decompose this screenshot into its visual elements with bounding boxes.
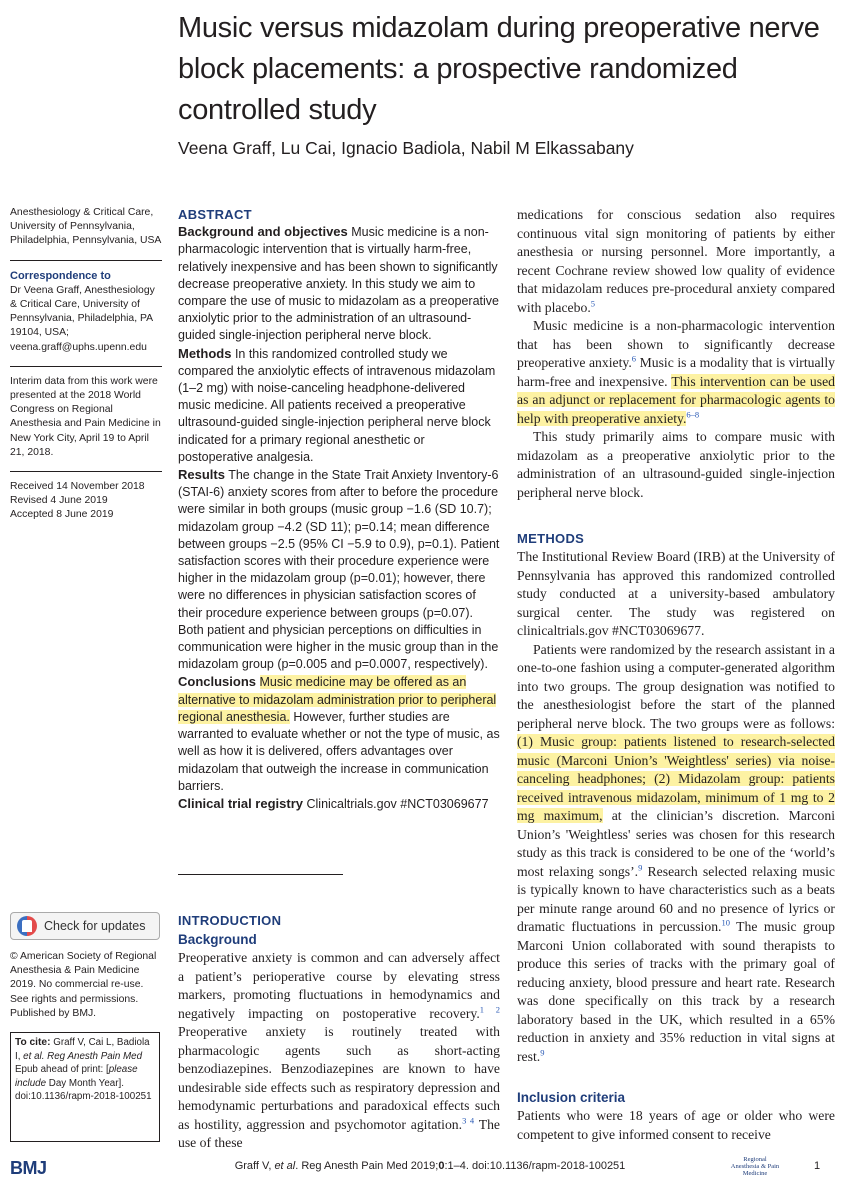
ref-link[interactable]: 6–8 (686, 408, 700, 419)
ref-link[interactable]: 5 (590, 297, 595, 308)
randomization-paragraph: Patients were randomized by the research assistant in a one-to-one fashion using a computer-generated algorithm into two groups. The group designation was notified to the anesthesiologist before the start of the planned peripheral nerve block. The two groups were as follows: (1) Music group: patients listened to research-selected music (Marconi Union’s 'Weightless' series) via noise-canceling headphones; (2) Midazolam group: patients received intravenous midazolam, minimum of 1 mg to 2 mg maximum, at the clinician’s discretion. Marconi Union’s 'Weightless' series was chosen for this research study as this track is considered to be one of the ‘world’s most relaxing songs’.$^9$ Research selected relaxing music is typically known to have characteristics such as a beats per minute range around 60 and no presence of lyrics or dramatic fluctuations in percussion.$^{10}$ The music group Marconi Union collaborated with sound therapists to produce this series of tracks with the primary goal of reducing anxiety, blood pressure and heart rate. Research was done specifically on this track by a research laboratory based in the UK, which resulted in a 65% reduction in anxiety and 35% reduction in vital signs at rest.$^9$ (517, 641, 835, 1064)
cite-journal: Reg Anesth Pain Med (44, 1050, 143, 1062)
intro-continuation: medications for conscious sedation also requires continuous vital sign monitoring of patients by either anesthesia or nursing personnel. More importantly, a recent Cochrane review showed low quality of evidence that midazolam reduces pre-procedural anxiety compared with placebo.$^5$ (517, 207, 835, 315)
article-sidebar (10, 206, 162, 523)
results-label: Results (178, 467, 225, 483)
affiliation: Anesthesiology & Critical Care, University of Pennsylvania, Philadelphia, Pennsylvania, USA (10, 207, 162, 247)
cite-heading: To cite: (15, 1037, 51, 1048)
inclusion-text: Patients who were 18 years of age or older who were competent to give informed consent to receive (517, 1108, 835, 1142)
introduction-heading: INTRODUCTION (178, 913, 282, 928)
irb-paragraph: The Institutional Review Board (IRB) at the University of Pennsylvania has approved this randomized controlled study conducted at a university-based ambulatory surgical center. The study was registered on clinicaltrials.gov #NCT03069677. (517, 549, 835, 638)
copyright-notice: © American Society of Regional Anesthesia & Pain Medicine 2019. No commercial re-use. See rights and permissions. Published by BMJ. (10, 951, 157, 1019)
ref-link[interactable]: 1 2 (479, 1003, 501, 1014)
sidebar-divider (10, 366, 162, 367)
conclusions-label: Conclusions (178, 674, 257, 690)
sidebar-divider (10, 471, 162, 472)
registry-label: Clinical trial registry (178, 795, 303, 811)
check-for-updates-button[interactable] (10, 912, 160, 940)
intro-paragraph: Preoperative anxiety is common and can adversely affect a patient’s perioperative course by elevating stress markers, promoting fluctuations in hemodynamics and negatively impacting on postoperative recovery.$^{1 2}$ Preoperative anxiety is routinely treated with pharmacologic agents such as short-acting benzodiazepines. Benzodiazepines are known to have undesirable side effects such as respiratory depression and hemodynamic perturbations and paradoxical effects such as hostility, aggression and psychomotor agitation.$^{3 4}$ The use of these (178, 950, 501, 1150)
received-date: Received 14 November 2018 (10, 481, 145, 493)
citation-box (10, 1032, 160, 1142)
check-for-updates-label: Check for updates (44, 919, 146, 933)
abstract-heading: ABSTRACT (178, 207, 252, 222)
footer-citation: Graff V, et al. Reg Anesth Pain Med 2019;0:1–4. doi:10.1136/rapm-2018-100251 (234, 1160, 626, 1172)
ref-link[interactable]: 3 4 (462, 1114, 475, 1125)
bmj-logo: BMJ (10, 1158, 47, 1178)
cite-etal: et al. (23, 1050, 45, 1062)
paper-title: Music versus midazolam during preoperative nerve block placements: a prospective randomized controlled study (178, 12, 820, 126)
methods-text: In this randomized controlled study we compared the anxiolytic effects of intravenous midazolam (1–2 mg) with noise-canceling headphone-delivered music medicine. All patients received a preoperative ultrasound-guided single-injection peripheral nerve block indicated for a primary regional anesthetic or postoperative analgesia. (178, 346, 496, 464)
music-paragraph: Music medicine is a non-pharmacologic intervention that has been shown to significantly decrease preoperative anxiety.$^6$ Music is a modality that is virtually harm-free and inexpensive. This intervention can be used as an adjunct or replacement for pharmacologic agents to help with preoperative anxiety.$^{6-8}$ (517, 318, 836, 426)
cite-doi: Day Month Year]. doi:10.1136/rapm-2018-100251 (15, 1077, 152, 1103)
abstract (178, 206, 500, 813)
results-text: The change in the State Trait Anxiety Inventory-6 (STAI-6) anxiety scores from after to before the procedure were similar in both groups (music group −1.6 (SD 10.7); midazolam group −4.2 (SD 11); p=0.14; mean difference between groups −2.5 (95% CI −5.9 to 0.9), p=0.1). Patient satisfaction scores with their procedure experience were higher in the midazolam group (p=0.01); however, there were no differences in physician satisfaction scores of their procedure experience between groups (p=0.07). Both patient and physician perceptions on difficulties in communication were higher in the music group than in the midazolam group (p=0.005 and p=0.0007, respectively). (178, 468, 500, 672)
aim-paragraph: This study primarily aims to compare music with midazolam as a preoperative anxiolytic prior to the administration of an ultrasound-guided single-injection peripheral nerve block. (517, 429, 835, 500)
right-column (517, 206, 835, 1144)
background-text: Music medicine is a non-pharmacologic intervention that is virtually harm-free, relatively inexpensive and has been shown to significantly decrease preoperative anxiety. In this study we aim to compare the use of music to midazolam as a preoperative anxiolytic prior to the administration of an ultrasound-guided single-injection peripheral nerve block. (178, 225, 499, 343)
correspondence-heading: Correspondence to (10, 269, 111, 282)
sidebar-divider (10, 260, 162, 261)
registry-text: Clinicaltrials.gov #NCT03069677 (306, 796, 489, 811)
accepted-date: Accepted 8 June 2019 (10, 509, 114, 521)
methods-heading: METHODS (517, 531, 585, 546)
methods-label: Methods (178, 345, 232, 361)
ref-link[interactable]: 9 (540, 1046, 545, 1057)
revised-date: Revised 4 June 2019 (10, 495, 108, 507)
ref-link[interactable]: 10 (721, 917, 730, 928)
inclusion-heading: Inclusion criteria (517, 1090, 626, 1105)
background-subheading: Background (178, 932, 257, 947)
introduction-section (178, 912, 500, 1153)
intervention-highlight: This intervention can be used as an adjunct or replacement for pharmacologic agents to help with preoperative anxiety. (517, 373, 835, 426)
groups-highlight: (1) Music group: patients listened to research-selected music (Marconi Union’s 'Weightless' series) via noise-canceling headphones; (2) Midazolam group: patients received intravenous midazolam, minimum of 1 mg to 2 mg maximum, (517, 734, 835, 823)
conclusions-highlight: Music medicine may be offered as an alternative to midazolam administration prior to peripheral regional anesthesia. (178, 675, 497, 724)
background-label: Background and objectives (178, 224, 348, 240)
ref-link[interactable]: 9 (638, 861, 643, 872)
correspondence-text: Dr Veena Graff, Anesthesiology & Critical Care, University of Pennsylvania, Philadelphia, PA 19104, USA; veena.graff@uphs.upenn.edu (10, 284, 155, 353)
crossmark-icon (17, 916, 37, 936)
conclusions-text: However, further studies are warranted to evaluate whether or not the type of music, as well as how it is delivered, offers advantages over midazolam that outweigh the increase in communication barriers. (178, 709, 500, 793)
ref-link[interactable]: 6 (631, 353, 637, 364)
cite-text: Graff V, Cai L, Badiola I, (15, 1037, 150, 1062)
journal-logo: Regional Anesthesia & Pain Medicine (730, 1156, 780, 1177)
cite-epub: Epub ahead of print: [ (15, 1064, 109, 1076)
abstract-divider (178, 874, 343, 875)
interim-note: Interim data from this work were presented at the 2018 World Congress on Regional Anesthesia and Pain Medicine in New York City, April 19 to April 21, 2018. (10, 375, 161, 458)
page-number: 1 (814, 1160, 821, 1172)
cite-placeholder: please include (15, 1064, 138, 1089)
author-list: Veena Graff, Lu Cai, Ignacio Badiola, Nabil M Elkassabany (178, 138, 634, 158)
